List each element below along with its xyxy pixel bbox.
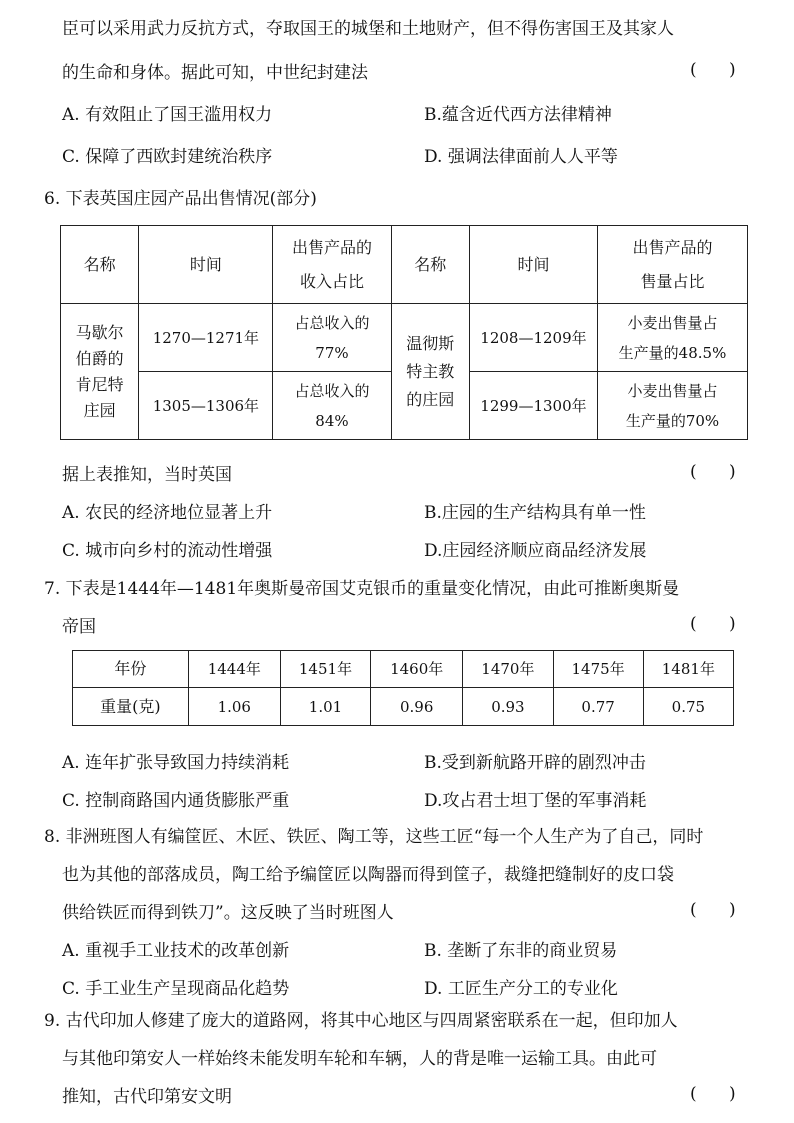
q8-line2: 也为其他的部落成员，陶工给予编筐匠以陶器而得到筐子，裁缝把缝制好的皮口袋 [62, 865, 674, 885]
q7-line2: 帝国 [62, 617, 96, 637]
q6-r1-ratio1-b: 77% [315, 343, 349, 362]
q9-line3: 推知，古代印第安文明 [62, 1087, 232, 1107]
q6-header-name2: 名称 [391, 226, 469, 304]
q6-after: 据上表推知，当时英国 [62, 465, 232, 485]
q6-estate2-l3: 的庄园 [406, 389, 455, 409]
q6-option-c[interactable]: C. 城市向乡村的流动性增强 [62, 541, 273, 561]
q9-answer-paren: ( ) [690, 1084, 736, 1104]
q6-header-time2: 时间 [469, 226, 597, 304]
q7-weight: 1.06 [188, 688, 280, 726]
q7-answer-paren: ( ) [690, 614, 736, 634]
q6-r2-time2: 1299—1300年 [469, 372, 597, 440]
q6-r1-time2: 1208—1209年 [469, 304, 597, 372]
q7-year: 1481年 [643, 651, 733, 688]
q7-year: 1444年 [188, 651, 280, 688]
q6-r2-ratio2-b: 生产量的70% [625, 411, 720, 430]
q6-r2-ratio1-b: 84% [315, 411, 349, 430]
q8-answer-paren: ( ) [690, 900, 736, 920]
q6-answer-paren: ( ) [690, 462, 736, 482]
q6-stem: 6. 下表英国庄园产品出售情况(部分) [44, 189, 317, 209]
q6-r1-ratio1-a: 占总收入的 [294, 313, 370, 332]
q6-option-d[interactable]: D.庄园经济顺应商品经济发展 [424, 541, 647, 561]
q6-r1-ratio1 [273, 304, 391, 372]
q6-estate2 [391, 304, 469, 440]
q7-weight: 0.96 [371, 688, 463, 726]
q9-line1: 9. 古代印加人修建了庞大的道路网，将其中心地区与四周紧密联系在一起，但印加人 [44, 1011, 678, 1031]
q6-estate1-l2: 伯爵的 [75, 348, 124, 368]
q8-line3: 供给铁匠而得到铁刀”。这反映了当时班图人 [62, 903, 394, 923]
q7-weight: 0.93 [463, 688, 553, 726]
q6-header-name1: 名称 [61, 226, 139, 304]
q6-r2-time1: 1305—1306年 [139, 372, 273, 440]
q5-line2: 的生命和身体。据此可知，中世纪封建法 [62, 63, 368, 83]
q7-year: 1451年 [280, 651, 370, 688]
q6-header-ratio1-b: 收入占比 [299, 271, 364, 291]
q7-option-a[interactable]: A. 连年扩张导致国力持续消耗 [62, 753, 290, 773]
q6-table [60, 225, 748, 440]
q7-weight: 0.77 [553, 688, 643, 726]
q7-option-b[interactable]: B.受到新航路开辟的剧烈冲击 [424, 753, 646, 773]
q5-option-a[interactable]: A. 有效阻止了国王滥用权力 [62, 105, 273, 125]
q7-weight: 0.75 [643, 688, 733, 726]
q6-r2-ratio1 [273, 372, 391, 440]
q7-option-d[interactable]: D.攻占君士坦丁堡的军事消耗 [424, 791, 647, 811]
q6-estate2-l2: 特主教 [406, 361, 455, 381]
q5-answer-paren: ( ) [690, 60, 736, 80]
q6-header-ratio1 [273, 226, 391, 304]
q7-option-c[interactable]: C. 控制商路国内通货膨胀严重 [62, 791, 290, 811]
q7-year: 1460年 [371, 651, 463, 688]
q6-r2-ratio2-a: 小麦出售量占 [627, 381, 718, 400]
q7-row-label-weight: 重量(克) [73, 688, 189, 726]
q5-option-c[interactable]: C. 保障了西欧封建统治秩序 [62, 147, 273, 167]
q6-option-a[interactable]: A. 农民的经济地位显著上升 [62, 503, 273, 523]
q7-year: 1470年 [463, 651, 553, 688]
q6-estate1-l1: 马歇尔 [75, 322, 124, 342]
q6-estate2-l1: 温彻斯 [406, 333, 455, 353]
q8-option-d[interactable]: D. 工匠生产分工的专业化 [424, 979, 618, 999]
q6-estate1-l4: 庄园 [83, 400, 116, 420]
q5-option-b[interactable]: B.蕴含近代西方法律精神 [424, 105, 612, 125]
q8-line1: 8. 非洲班图人有编筐匠、木匠、铁匠、陶工等，这些工匠“每一个人生产为了自己，同时 [44, 827, 704, 847]
q6-header-ratio2-b: 售量占比 [640, 271, 705, 291]
q8-option-b[interactable]: B. 垄断了东非的商业贸易 [424, 941, 618, 961]
q6-estate1 [61, 304, 139, 440]
q6-r1-ratio2-a: 小麦出售量占 [627, 313, 718, 332]
q6-header-time1: 时间 [139, 226, 273, 304]
q6-r2-ratio1-a: 占总收入的 [294, 381, 370, 400]
q6-header-ratio2 [598, 226, 748, 304]
q5-option-d[interactable]: D. 强调法律面前人人平等 [424, 147, 618, 167]
q7-line1: 7. 下表是1444年—1481年奥斯曼帝国艾克银币的重量变化情况，由此可推断奥斯曼 [44, 579, 680, 599]
q5-line1: 臣可以采用武力反抗方式，夺取国王的城堡和土地财产，但不得伤害国王及其家人 [62, 19, 674, 39]
q6-r1-time1: 1270—1271年 [139, 304, 273, 372]
q6-header-ratio2-a: 出售产品的 [632, 237, 713, 257]
q7-year: 1475年 [553, 651, 643, 688]
q6-r2-ratio2 [598, 372, 748, 440]
q7-row-label-year: 年份 [73, 651, 189, 688]
q6-estate1-l3: 肯尼特 [75, 374, 124, 394]
q6-r1-ratio2-b: 生产量的48.5% [618, 343, 727, 362]
q9-line2: 与其他印第安人一样始终未能发明车轮和车辆，人的背是唯一运输工具。由此可 [62, 1049, 657, 1069]
q7-table [72, 650, 734, 726]
q7-weight: 1.01 [280, 688, 370, 726]
q6-header-ratio1-a: 出售产品的 [291, 237, 372, 257]
q6-r1-ratio2 [598, 304, 748, 372]
q8-option-c[interactable]: C. 手工业生产呈现商品化趋势 [62, 979, 290, 999]
q6-option-b[interactable]: B.庄园的生产结构具有单一性 [424, 503, 646, 523]
q8-option-a[interactable]: A. 重视手工业技术的改革创新 [62, 941, 290, 961]
